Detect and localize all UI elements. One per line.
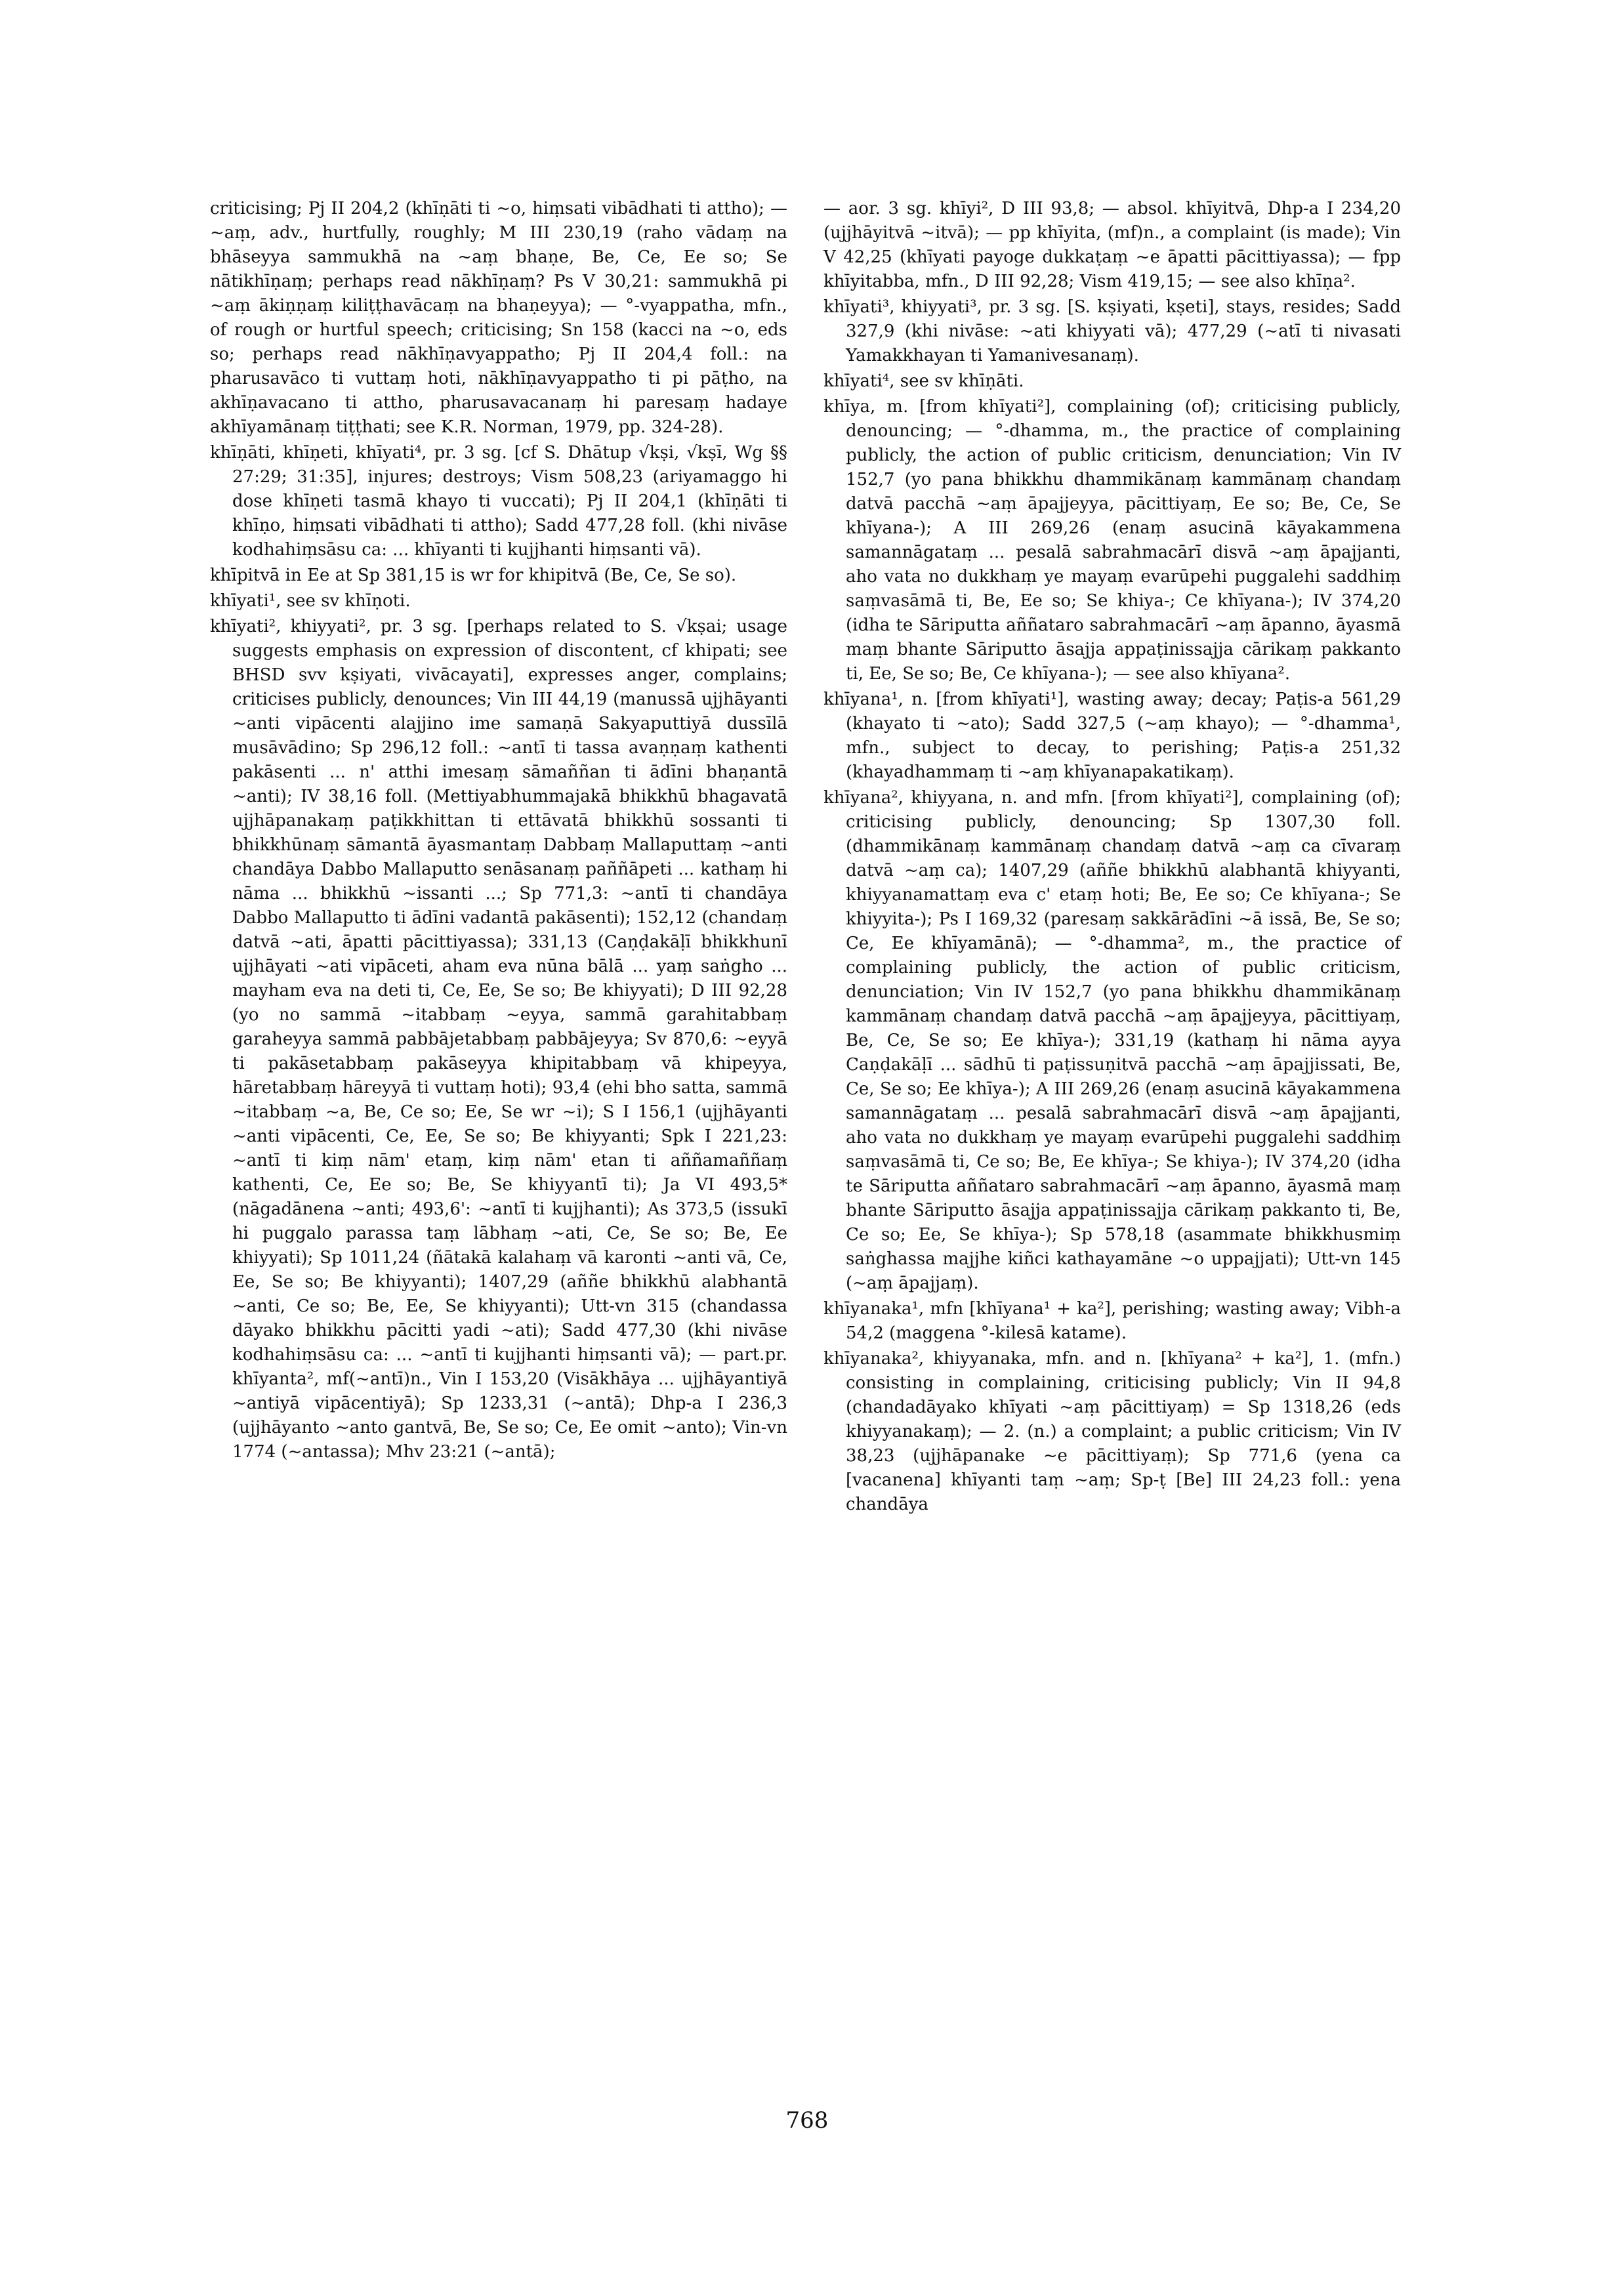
dictionary-entry: khīyati⁴, see sv khīṇāti. [823,371,1024,391]
dictionary-entry: khīyanaka¹, mfn [khīyana¹ + ka²], perishing; wasting away; Vibh-a 54,2 (maggena °-kilesā katame). [823,1299,1401,1343]
dictionary-entry: khīṇāti, khīṇeti, khīyati⁴, pr. 3 sg. [cf S. Dhātup √kṣi, √kṣī, Wg §§ 27:29; 31:35], injures; destroys; Vism 508,23 (ariyamaggo hi dose khīṇeti tasmā khayo ti vuccati); Pj II 204,1 (khīṇāti ti khīṇo, hiṃsati vibādhati ti attho); Sadd 477,28 foll. (khi nivāse kodhahiṃsāsu ca: ... khīyanti ti kujjhanti hiṃsanti vā). [210,443,787,560]
dictionary-entry: khīpitvā in Ee at Sp 381,15 is wr for khipitvā (Be, Ce, Se so). [210,566,737,585]
left-column [210,197,787,1466]
dictionary-entry: khīyati², khiyyati², pr. 3 sg. [perhaps related to S. √kṣai; usage suggests emphasis on expression of discontent, cf khipati; see BHSD svv kṣiyati, vivācayati], expresses anger, complains; criticises publicly, denounces; Vin III 44,19 (manussā ujjhāyanti ~anti vipācenti alajjino ime samaṇā Sakyaputtiyā dussīlā musāvādino; Sp 296,12 foll.: ~antī ti tassa avaṇṇaṃ kathenti pakāsenti ... n' atthi imesaṃ sāmaññan ti ādīni bhaṇantā ~anti); IV 38,16 foll. (Mettiyabhummajakā bhikkhū bhagavatā ujjhāpanakaṃ paṭikkhittan ti ettāvatā bhikkhū sossanti ti bhikkhūnaṃ sāmantā āyasmantaṃ Dabbaṃ Mallaputtaṃ ~anti chandāya Dabbo Mallaputto senāsanaṃ paññāpeti ... kathaṃ hi nāma ... bhikkhū ~issanti ...; Sp 771,3: ~antī ti chandāya Dabbo Mallaputto ti ādīni vadantā pakāsenti); 152,12 (chandaṃ datvā ~ati, āpatti pācittiyassa); 331,13 (Caṇḍakāḷī bhikkhunī ujjhāyati ~ati vipāceti, aham eva nūna bālā ... yaṃ saṅgho ... mayham eva na deti ti, Ce, Ee, Se so; Be khiyyati); D III 92,28 (yo no sammā ~itabbaṃ ~eyya, sammā garahitabbaṃ garaheyya sammā pabbājetabbaṃ pabbājeyya; Sv 870,6: ~eyyā ti pakāsetabbaṃ pakāseyya khipitabbaṃ vā khipeyya, hāretabbaṃ hāreyyā ti vuttaṃ hoti); 93,4 (ehi bho satta, sammā ~itabbaṃ ~a, Be, Ce so; Ee, Se wr ~i); S I 156,1 (ujjhāyanti ~anti vipācenti, Ce, Ee, Se so; Be khiyyanti; Spk I 221,23: ~antī ti kiṃ nām' etaṃ, kiṃ nām' etan ti aññamaññaṃ kathenti, Ce, Ee so; Be, Se khiyyantī ti); Ja VI 493,5* (nāgadānena ~anti; 493,6': ~antī ti kujjhanti); As 373,5 (issukī hi puggalo parassa taṃ lābhaṃ ~ati, Ce, Se so; Be, Ee khiyyati); Sp 1011,24 (ñātakā kalahaṃ vā karonti ~anti vā, Ce, Ee, Se so; Be khiyyanti); 1407,29 (aññe bhikkhū alabhantā ~anti, Ce so; Be, Ee, Se khiyyanti); Utt-vn 315 (chandassa dāyako bhikkhu pācitti yadi ~ati); Sadd 477,30 (khi nivāse kodhahiṃsāsu ca: ... ~antī ti kujjhanti hiṃsanti vā); — part.pr. khīyanta², mf(~antī)n., Vin I 153,20 (Visākhāya ... ujjhāyantiyā ~antiyā vipācentiyā); Sp 1233,31 (~antā); Dhp-a I 236,3 (ujjhāyanto ~anto gantvā, Be, Se so; Ce, Ee omit ~anto); Vin-vn 1774 (~antassa); Mhv 23:21 (~antā); [210,617,787,1462]
dictionary-entry: khīya, m. [from khīyati²], complaining (of); criticising publicly, denouncing; — °-dhamma, m., the practice of complaining publicly, the action of public criticism, denunciation; Vin IV 152,7 (yo pana bhikkhu dhammikānaṃ kammānaṃ chandaṃ datvā pacchā ~aṃ āpajjeyya, pācittiyaṃ, Ee so; Be, Ce, Se khīyana-); A III 269,26 (enaṃ asucinā kāyakammena samannāgataṃ ... pesalā sabrahmacārī disvā ~aṃ āpajjanti, aho vata no dukkhaṃ ye mayaṃ evarūpehi puggalehi saddhiṃ saṃvasāmā ti, Be, Ee so; Se khiya-; Ce khīyana-); IV 374,20 (idha te Sāriputta aññataro sabrahmacārī ~aṃ āpanno, āyasmā maṃ bhante Sāriputto āsajja appaṭinissajja cārikaṃ pakkanto ti, Ee, Se so; Be, Ce khīyana-); — see also khīyana². [823,397,1401,684]
dictionary-entry: criticising; Pj II 204,2 (khīṇāti ti ~o, hiṃsati vibādhati ti attho); — ~aṃ, adv., hurtfully, roughly; M III 230,19 (raho vādaṃ na bhāseyya sammukhā na ~aṃ bhaṇe, Be, Ce, Ee so; Se nātikhīṇaṃ; perhaps read nākhīṇaṃ? Ps V 30,21: sammukhā pi ~aṃ ākiṇṇaṃ kiliṭṭhavācaṃ na bhaṇeyya); — °-vyappatha, mfn., of rough or hurtful speech; criticising; Sn 158 (kacci na ~o, eds so; perhaps read nākhīṇavyappatho; Pj II 204,4 foll.: na pharusavāco ti vuttaṃ hoti, nākhīṇavyappatho ti pi pāṭho, na akhīṇavacano ti attho, pharusavacanaṃ hi paresaṃ hadaye akhīyamānaṃ tiṭṭhati; see K.R. Norman, 1979, pp. 324-28). [210,199,787,437]
dictionary-entry: — aor. 3 sg. khīyi², D III 93,8; — absol. khīyitvā, Dhp-a I 234,20 (ujjhāyitvā ~itvā); — pp khīyita, (mf)n., a complaint (is made); Vin V 42,25 (khīyati payoge dukkaṭaṃ ~e āpatti pācittiyassa); — fpp khīyitabba, mfn., D III 92,28; Vism 419,15; — see also khīṇa². [823,199,1401,291]
page-number: 768 [785,2107,829,2134]
dictionary-entry: khīyana¹, n. [from khīyati¹], wasting away; decay; Paṭis-a 561,29 (khayato ti ~ato); Sadd 327,5 (~aṃ khayo); — °-dhamma¹, mfn., subject to decay, to perishing; Paṭis-a 251,32 (khayadhammaṃ ti ~aṃ khīyanapakatikaṃ). [823,690,1401,782]
dictionary-entry: khīyati³, khiyyati³, pr. 3 sg. [S. kṣiyati, kṣeti], stays, resides; Sadd 327,9 (khi nivāse: ~ati khiyyati vā); 477,29 (~atī ti nivasati Yamakkhayan ti Yamanivesanaṃ). [823,297,1401,365]
right-column [823,197,1401,1518]
dictionary-entry: khīyanaka², khiyyanaka, mfn. and n. [khīyana² + ka²], 1. (mfn.) consisting in complaining, criticising publicly; Vin II 94,8 (chandadāyako khīyati ~aṃ pācittiyaṃ) = Sp 1318,26 (eds khiyyanakaṃ); — 2. (n.) a complaint; a public criticism; Vin IV 38,23 (ujjhāpanake ~e pācittiyaṃ); Sp 771,6 (yena ca [vacanena] khīyanti taṃ ~aṃ; Sp-ṭ [Be] III 24,23 foll.: yena chandāya [823,1349,1401,1514]
dictionary-entry: khīyana², khiyyana, n. and mfn. [from khīyati²], complaining (of); criticising publicly, denouncing; Sp 1307,30 foll. (dhammikānaṃ kammānaṃ chandaṃ datvā ~aṃ ca cīvaraṃ datvā ~aṃ ca); 1407,29 (aññe bhikkhū alabhantā khiyyanti, khiyyanamattaṃ eva c' etaṃ hoti; Be, Ee so; Ce khīyana-; Se khiyyita-); Ps I 169,32 (paresaṃ sakkārādīni ~ā issā, Be, Se so; Ce, Ee khīyamānā); — °-dhamma², m., the practice of complaining publicly, the action of public criticism, denunciation; Vin IV 152,7 (yo pana bhikkhu dhammikānaṃ kammānaṃ chandaṃ datvā pacchā ~aṃ āpajjeyya, pācittiyaṃ, Be, Ce, Se so; Ee khīya-); 331,19 (kathaṃ hi nāma ayya Caṇḍakāḷī ... sādhū ti paṭissuṇitvā pacchā ~aṃ āpajjissati, Be, Ce, Se so; Ee khīya-); A III 269,26 (enaṃ asucinā kāyakammena samannāgataṃ ... pesalā sabrahmacārī disvā ~aṃ āpajjanti, aho vata no dukkhaṃ ye mayaṃ evarūpehi puggalehi saddhiṃ saṃvasāmā ti, Ce so; Be, Ee khīya-; Se khiya-); IV 374,20 (idha te Sāriputta aññataro sabrahmacārī ~aṃ āpanno, āyasmā maṃ bhante Sāriputto āsajja appaṭinissajja cārikaṃ pakkanto ti, Be, Ce so; Ee, Se khīya-); Sp 578,18 (asammate bhikkhusmiṃ saṅghassa majjhe kiñci kathayamāne ~o uppajjati); Utt-vn 145 (~aṃ āpajjaṃ). [823,788,1401,1293]
dictionary-entry: khīyati¹, see sv khīṇoti. [210,591,411,611]
